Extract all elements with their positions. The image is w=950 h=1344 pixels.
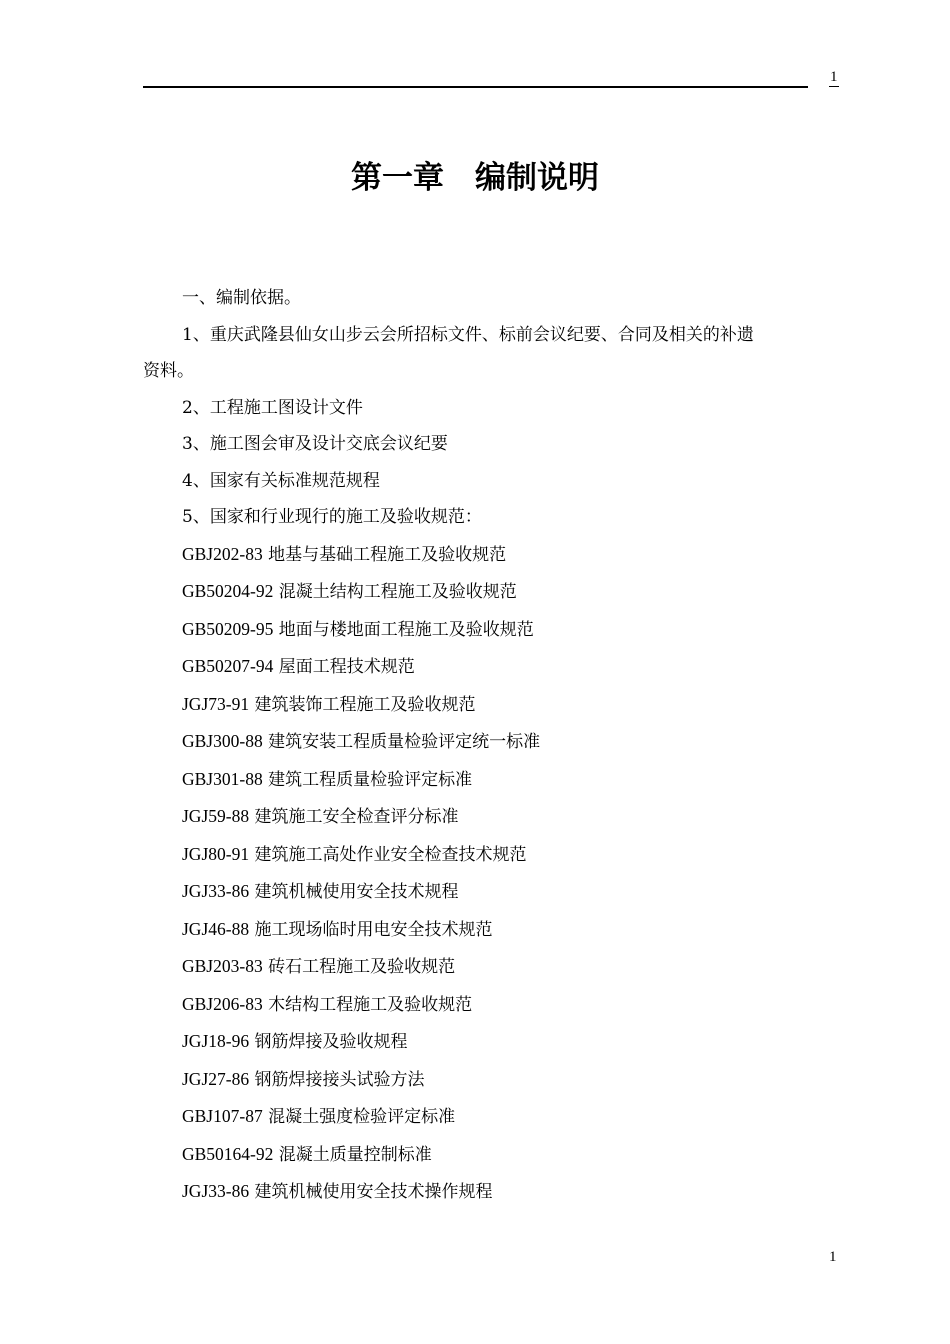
standard-name: 地面与楼地面工程施工及验收规范 [278,619,534,640]
standard-code: GBJ107-87 [182,1106,263,1126]
standard-code: GBJ300-88 [182,731,263,751]
standard-item [143,1098,838,1136]
standard-name: 钢筋焊接及验收规程 [254,1032,408,1052]
standard-code: JGJ80-91 [182,843,250,864]
standard-name: 木结构工程施工及验收规范 [268,994,473,1015]
standard-name: 建筑工程质量检验评定标准 [268,769,473,790]
standard-code: GBJ203-83 [182,956,263,976]
standard-name: 混凝土质量控制标准 [278,1144,432,1165]
standard-name: 建筑安装工程质量检验评定统一标准 [268,732,541,752]
standard-code: GB50209-95 [182,618,274,639]
standard-name: 混凝土强度检验评定标准 [268,1107,456,1127]
standard-item [143,573,838,611]
standard-name: 建筑装饰工程施工及验收规范 [254,694,476,715]
standard-item [143,911,838,949]
standard-name: 地基与基础工程施工及验收规范 [268,544,507,565]
standard-code: JGJ73-91 [182,693,250,714]
basis-item-1-continuation: 资料。 [143,361,194,381]
standard-name: 钢筋焊接接头试验方法 [254,1069,425,1090]
standard-name: 砖石工程施工及验收规范 [268,957,456,977]
standard-item [143,611,838,649]
basis-item-2: 2、工程施工图设计文件 [182,397,363,418]
standard-item [143,1136,838,1174]
basis-item-4: 4、国家有关标准规范规程 [182,470,380,491]
standard-code: GBJ301-88 [182,768,263,789]
basis-item-3: 3、施工图会审及设计交底会议纪要 [182,434,448,454]
header-page-number: 1 [830,69,838,85]
standard-name: 建筑施工安全检查评分标准 [254,807,459,827]
standard-item [143,648,838,686]
standard-name: 施工现场临时用电安全技术规范 [254,919,493,940]
standard-code: JGJ46-88 [182,918,250,939]
standard-name: 混凝土结构工程施工及验收规范 [278,582,517,602]
standard-code: JGJ59-88 [182,806,250,826]
standard-item [143,1023,838,1061]
standard-code: GBJ206-83 [182,993,263,1014]
standard-code: JGJ27-86 [182,1068,250,1089]
standard-item [143,723,838,761]
standard-name: 屋面工程技术规范 [278,657,415,677]
standard-item [143,1173,838,1211]
document-body [143,280,838,1211]
standard-item [143,836,838,874]
basis-item-1: 1、重庆武隆县仙女山步云会所招标文件、标前会议纪要、合同及相关的补遗 [182,324,754,345]
standard-code: GB50164-92 [182,1143,274,1164]
standard-item [143,761,838,799]
header-rule [143,86,808,88]
standard-name: 建筑机械使用安全技术操作规程 [254,1182,493,1202]
standard-code: GBJ202-83 [182,543,263,564]
standard-item [143,873,838,911]
footer-page-number: 1 [829,1249,837,1265]
standard-item [143,1061,838,1099]
standard-item [143,986,838,1024]
standard-code: JGJ33-86 [182,1181,250,1201]
standard-name: 建筑施工高处作业安全检查技术规范 [254,844,527,865]
standard-item [143,798,838,836]
standard-item [143,948,838,986]
basis-item-5: 5、国家和行业现行的施工及验收规范： [182,507,482,527]
standard-code: JGJ33-86 [182,881,250,901]
standard-code: GB50207-94 [182,656,274,676]
standard-code: JGJ18-96 [182,1031,250,1051]
section-heading: 一、编制依据。 [182,288,301,308]
standard-item [143,536,838,574]
chapter-title: 第一章 编制说明 [351,160,599,196]
standard-code: GB50204-92 [182,581,274,601]
standard-item [143,686,838,724]
standard-name: 建筑机械使用安全技术规程 [254,882,459,902]
